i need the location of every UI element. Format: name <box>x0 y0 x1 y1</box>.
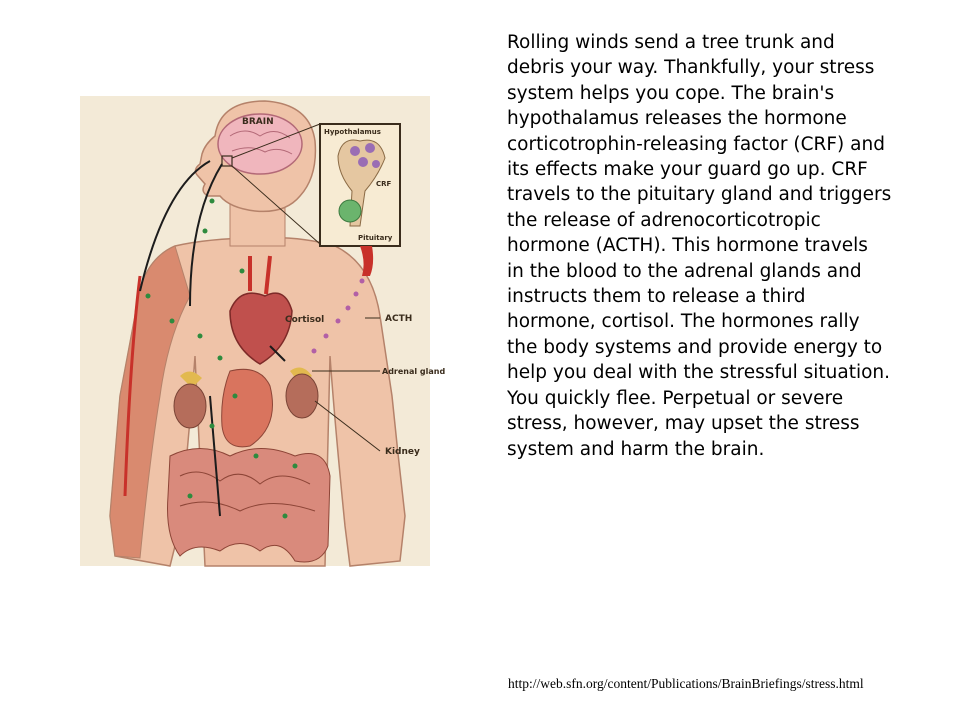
source-url: http://web.sfn.org/content/Publications/BrainBriefings/stress.html <box>508 676 864 691</box>
cortisol-dot <box>283 514 288 519</box>
cortisol-dot <box>210 424 215 429</box>
cortisol-dot <box>240 269 245 274</box>
cortisol-dot <box>146 294 151 299</box>
cortisol-dot <box>218 356 223 361</box>
label-pituitary: Pituitary <box>358 234 393 242</box>
label-cortisol: Cortisol <box>285 315 325 325</box>
cortisol-dot <box>210 199 215 204</box>
cortisol-dot <box>233 394 238 399</box>
body-paragraph: Rolling winds send a tree trunk and debris your way. Thankfully, your stress system helps you cope. The brain's hypothalamus releases the hormone corticotrophin-releasing factor (CRF) and its effects make your guard go up. CRF travels to the pituitary gland and triggers the release of adrenocorticotropic hormone (ACTH). This hormone travels in the blood to the adrenal glands and instructs them to release a third hormone, cortisol. The hormones rally the body systems and provide energy to help you deal with the stressful situation. You quickly flee. Perpetual or severe stress, however, may upset the stress system and harm the brain. <box>507 32 892 460</box>
acth-dot <box>336 319 341 324</box>
cortisol-dot <box>188 494 193 499</box>
intestines <box>168 449 331 563</box>
cortisol-dot <box>254 454 259 459</box>
neuron-cell <box>372 160 380 168</box>
acth-dot <box>360 279 365 284</box>
acth-dot <box>354 292 359 297</box>
label-acth: ACTH <box>385 314 413 324</box>
cortisol-dot <box>293 464 298 469</box>
acth-dot <box>312 349 317 354</box>
cortisol-dot <box>198 334 203 339</box>
label-brain: BRAIN <box>242 117 274 127</box>
cortisol-dot <box>203 229 208 234</box>
label-kidney: Kidney <box>385 447 420 457</box>
acth-dot <box>324 334 329 339</box>
acth-dot <box>346 306 351 311</box>
right-kidney <box>286 374 318 418</box>
anatomy-diagram <box>80 96 446 566</box>
neuron-cell <box>365 143 375 153</box>
neuron-cell <box>358 157 368 167</box>
stress-system-illustration <box>80 96 446 566</box>
label-crf: CRF <box>376 180 392 188</box>
label-adrenal-gland: Adrenal gland <box>382 367 446 376</box>
cortisol-dot <box>170 319 175 324</box>
neuron-cell <box>350 146 360 156</box>
pituitary-gland <box>339 200 361 222</box>
left-kidney <box>174 384 206 428</box>
label-hypothalamus: Hypothalamus <box>324 128 381 136</box>
